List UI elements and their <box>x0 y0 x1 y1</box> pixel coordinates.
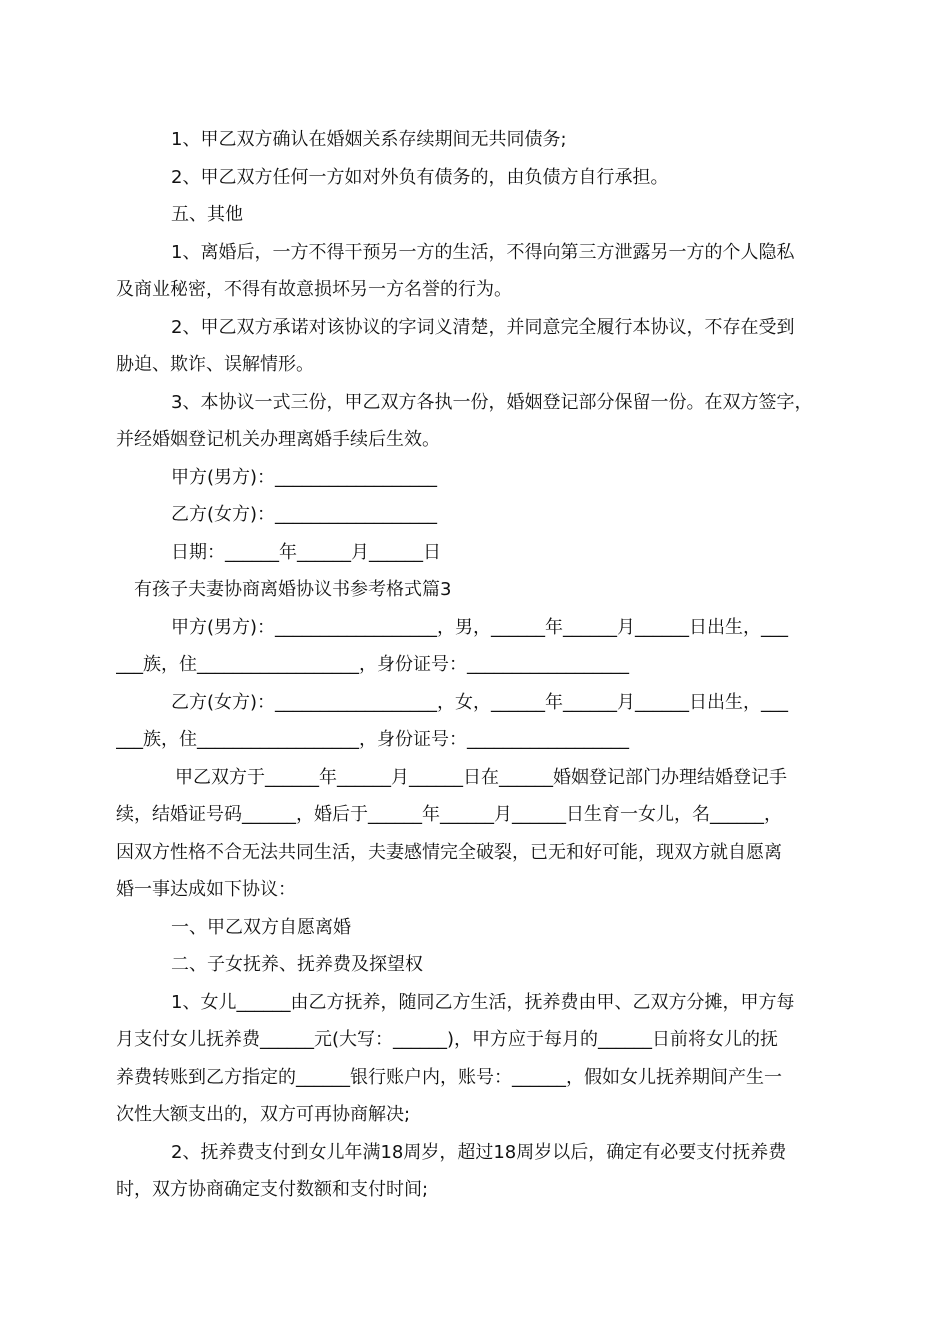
other-clause-2-cont: 胁迫、欺诈、误解情形。 <box>116 354 314 375</box>
other-clause-1-cont: 及商业秘密，不得有故意损坏另一方名誉的行为。 <box>116 279 512 300</box>
party-a-info: 甲方(男方)：__________________，男，______年______月______日出生，___ <box>171 616 789 638</box>
section-5-heading: 五、其他 <box>171 204 243 225</box>
debt-clause-2: 2、甲乙双方任何一方如对外负有债务的，由负债方自行承担。 <box>171 166 669 188</box>
signature-date: 日期：______年______月______日 <box>171 541 441 563</box>
clause-1-heading: 一、甲乙双方自愿离婚 <box>171 916 351 938</box>
preamble: 甲乙双方于______年______月______日在______婚姻登记部门办理结婚登记手 <box>175 766 787 788</box>
preamble-cont-3: 婚一事达成如下协议： <box>116 879 296 900</box>
signature-party-b: 乙方(女方)：__________________ <box>171 504 438 525</box>
signature-party-a: 甲方(男方)：__________________ <box>171 466 438 488</box>
preamble-cont-1: 续，结婚证号码______，婚后于______年______月______日生育一女儿，名______， <box>116 804 782 825</box>
custody-clause-1: 1、女儿______由乙方抚养，随同乙方生活，抚养费由甲、乙双方分摊，甲方每 <box>171 991 795 1013</box>
custody-clause-1-cont-1: 月支付女儿抚养费______元(大写：______)，甲方应于每月的______日前将女儿的抚 <box>116 1029 779 1050</box>
custody-clause-2: 2、抚养费支付到女儿年满18周岁，超过18周岁以后，确定有必要支付抚养费 <box>171 1141 787 1163</box>
other-clause-1: 1、离婚后，一方不得干预另一方的生活，不得向第三方泄露另一方的个人隐私 <box>171 241 795 263</box>
custody-clause-2-cont: 时，双方协商确定支付数额和支付时间; <box>116 1179 429 1200</box>
custody-clause-1-cont-2: 养费转账到乙方指定的______银行账户内，账号：______，假如女儿抚养期间产生一 <box>116 1066 782 1088</box>
preamble-cont-2: 因双方性格不合无法共同生活，夫妻感情完全破裂，已无和好可能，现双方就自愿离 <box>116 841 782 863</box>
party-a-info-cont: ___族，住__________________，身份证号：__________________ <box>116 654 629 675</box>
other-clause-3: 3、本协议一式三份，甲乙双方各执一份，婚姻登记部分保留一份。在双方签字， <box>171 391 813 413</box>
document-body <box>116 121 836 1209</box>
custody-clause-1-cont-3: 次性大额支出的，双方可再协商解决; <box>116 1104 411 1125</box>
party-b-info-cont: ___族，住__________________，身份证号：__________________ <box>116 729 629 750</box>
other-clause-3-cont: 并经婚姻登记机关办理离婚手续后生效。 <box>116 429 440 450</box>
section-title: 有孩子夫妻协商离婚协议书参考格式篇3 <box>134 579 452 600</box>
clause-2-heading: 二、子女抚养、抚养费及探望权 <box>171 954 423 975</box>
party-b-info: 乙方(女方)：__________________，女，______年______月______日出生，___ <box>171 691 789 713</box>
debt-clause-1: 1、甲乙双方确认在婚姻关系存续期间无共同债务; <box>171 129 567 150</box>
other-clause-2: 2、甲乙双方承诺对该协议的字词义清楚，并同意完全履行本协议，不存在受到 <box>171 316 795 338</box>
